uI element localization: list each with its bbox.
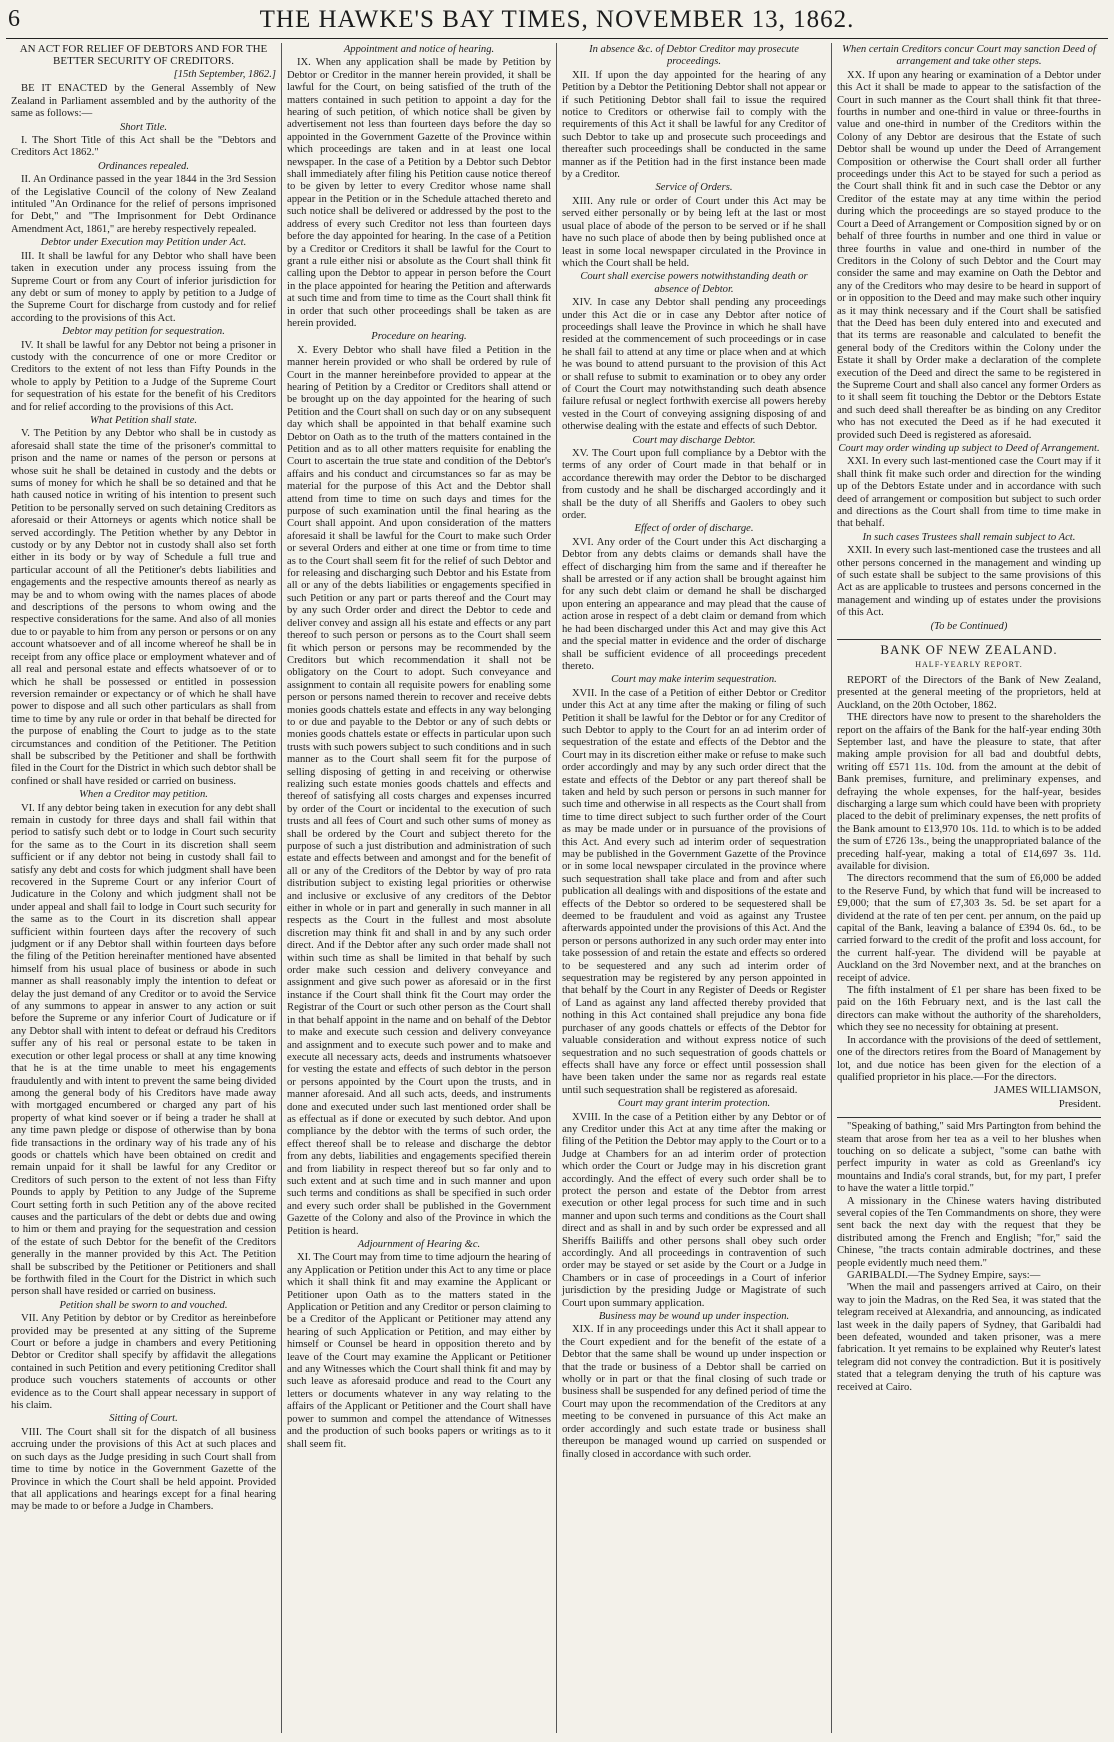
act-section: XIX. If in any proceedings under this Act it shall appear to the Court expedient and for the benefit of the estate of a Debtor that the same shall be wound up under inspection or that the trade or business of a Debtor shall be carried on wholly or in part or that the final closing of such trade or business shall be suspended for any defined period of time the Court may upon the recommendation of the Creditors at any meeting to be convened in pursuance of this Act make an order accordingly and such estate trade or business shall thereupon be managed wound up carried on suspended or finally closed in accordance with such order. <box>562 1324 826 1460</box>
section-heading: Court may make interim sequestration. <box>611 674 777 686</box>
section-heading: In such cases Trustees shall remain subject to Act. <box>862 531 1076 543</box>
section-heading: Appointment and notice of hearing. <box>343 44 495 55</box>
act-title: AN ACT FOR RELIEF OF DEBTORS AND FOR THE BETTER SECURITY OF CREDITORS. <box>19 43 268 67</box>
section-heading: Court may discharge Debtor. <box>632 434 756 446</box>
act-section: IV. It shall be lawful for any Debtor not being a prisoner in custody with the concurrence of one or more Creditor or Creditors to the extent of not less than Fifty Pounds in the whole to apply by Petition to a Judge of the Supreme Court for sequestration of his estate for the benefit of his Creditors and for relief according to the provisions of this Act. <box>11 339 276 413</box>
act-section: XXII. In every such last-mentioned case the trustees and all other persons concerned in the management and winding up of such estate shall be subject to the same provisions of this Act as are applicable to trustees and persons concerned in the management and winding up of estates under the provisions of this Act. <box>837 545 1101 619</box>
act-section: V. The Petition by any Debtor who shall be in custody as aforesaid shall state the time of the prisoner's committal to prison and the name or names of the person or persons at whose suit he shall be detained in custody and the debts or sums of money for which he shall be so detained and that he hath caused notice in writing of his intention to present such Petition to be personally served on such detaining Creditors as aforesaid or their Attorneys or agents which notice shall be served accordingly. The Petition whether by any Debtor in custody or by any Debtor not in custody shall also set forth either in its body or by way of Schedule a full true and particular account of all the Petitioner's debts liabilities and engagements and the respective amounts thereof as nearly as may be and to whom owing with the names places of abode and descriptions of the persons to whom owing and the respective considerations for the same. And also of all monies due to or payable to him from any person or persons or on any account whatsoever and of all income whereof he shall be in receipt from any office place or employment whatever and of all real and personal estate and effects whatsoever of or to which he shall be possessed or entitled in possession reversion remainder or expectancy or of which he shall have power to dispose and all such other particulars as shall from time to time by any rule or order in that behalf be directed for the purpose of enabling the Court to judge as to the state circumstances and condition of the Petitioner. The Petition shall be subscribed by the Petitioner and shall be forthwith filed in the Court for the District in which such debtor shall be confined or shall have resided or carried on business. <box>11 428 276 787</box>
act-section: XIV. In case any Debtor shall pending any proceedings under this Act die or in case any Debtor after notice of proceedings shall leave the Province in which he shall have resided at the commencement of such proceedings or in case he shall fail to attend at any time or place when and at which he was bound to attend pursuant to the provision of this Act or shall refuse to submit to examination or to obey any order of Court the Court may notwithstanding such death absence failure refusal or neglect forthwith exercise all powers hereby vested in the Court of conveying assigning disposing of and otherwise dealing with the estate and effects of such Debtor. <box>562 297 826 433</box>
act-section: III. It shall be lawful for any Debtor who shall have been taken in execution under any process issuing from the Supreme Court or from any Court of inferior jurisdiction for any debt or sum of money to apply by petition to a Judge of the Supreme Court for discharge from custody and for relief according to the provisions of this Act. <box>11 250 276 324</box>
column-2 <box>281 43 556 1733</box>
act-section: VIII. The Court shall sit for the dispatch of all business accruing under the provisions of this Act at such places and on such days as the Judge presiding in such Court shall from time to time by notice in the Government Gazette of the Province in which the Court shall be held appoint. Provided that all applications and hearings except for a final hearing may be made to or before a Judge in Chambers. <box>11 1426 276 1513</box>
anecdote-missionary: A missionary in the Chinese waters having distributed several copies of the Ten Commandments on shore, they were sent back the next day with the request that they be distributed among the French and English; "for," said the Chinese, "the tracts contain admirable doctrines, and these people evidently much need them." <box>837 1195 1101 1269</box>
act-section: VI. If any debtor being taken in execution for any debt shall remain in custody for three days and shall fail within that period to satisfy such debt or to lodge in Court such security for the same as to the Court in its discretion shall seem sufficient or if any debtor not being in custody shall fail to satisfy any debt and costs for which judgment shall have been recovered in the Supreme Court or any inferior Court of Judicature in the Colony and which judgment shall not be under appeal and shall fail to lodge in Court such security for the same as to the Court in its discretion shall appear sufficient within fourteen days after the recovery of such judgment or if any Debtor shall within fourteen days before the filing of the Petition hereinafter mentioned have absented himself from his usual place of business or abode in such manner as shall reasonably imply the intention to defeat or delay the just demand of any Creditor or to avoid the Service of any summons to appear in answer to any action or suit before the Supreme or any inferior Court of Judicature or if any Debtor shall with intent to defeat or defraud his Creditors suffer any of his real or personal estate to be taken in execution or other legal process or shall at any time knowing that he is at the time unable to meet his engagements fraudulently and with intent to prevent the same being divided among the general body of his Creditors have made away with mortgaged encumbered or charged any part of his property of what kind soever or if being a trader he shall at any time pawn pledge or dispose of otherwise than by bona fide transactions in the ordinary way of his trade any of his goods or chattels which have been obtained on credit and remain unpaid for it shall be lawful for any Creditor or Creditors of such person to the extent of not less than Fifty Pounds to apply by Petition to any Judge of the Supreme Court setting forth in such Petition any of the above recited causes and the particulars of the debt or debts due and owing to him or them and praying for the sequestration and cession of the estate of such Debtor for the benefit of the Creditors generally in the manner provided by this Act. The Petition shall be subscribed by the Petitioner or Petitioners and shall be forthwith filed in the Court for the District in which such person shall have resided or carried on business. <box>11 802 276 1298</box>
section-heading: What Petition shall state. <box>89 414 198 426</box>
act-section: XI. The Court may from time to time adjourn the hearing of any Application or Petition under this Act to any time or place which it shall think fit and may examine the Applicant or Petitioner upon Oath as to the matters stated in the Application or Petition and any Creditor or person claiming to be a Creditor of the Applicant or Petitioner may attend any hearing of such Application or Petition, and may either by himself or Counsel be heard in opposition thereto and by leave of the Court may examine the Applicant or Petitioner and any Witnesses which the Court shall think fit and may by such leave as aforesaid produce and read to the Court any letters or documents whatever in any way relating to the affairs of the Applicant or Petitioner and the Court shall have power to summon and compel the attendance of Witnesses and the production of such books papers or writings as to it shall seem fit. <box>287 1252 551 1450</box>
act-section: XVIII. In the case of a Petition either by any Debtor or of any Creditor under this Act at any time after the making or filing of the Petition the Debtor may apply to the Court or to a Judge at Chambers for an ad interim order of protection which order the Court or Judge may in his discretion grant accordingly. And the effect of every such order shall be to protect the person and estate of the Debtor from arrest execution or other legal process for such time and in such manner and upon such terms and conditions as the Court shall direct and as shall in and by such order be expressed and all Sheriffs Bailiffs and other persons shall obey such order accordingly. And all proceedings in contravention of such order may be stayed or set aside by the Court or a Judge in Chambers or in case of proceedings in a Court of inferior jurisdiction by the presiding Judge or Magistrate of such Court upon summary application. <box>562 1111 826 1309</box>
bank-report-paragraph: The directors recommend that the sum of £6,000 be added to the Reserve Fund, by which that fund will be increased to £9,000; that the sum of £7,303 3s. 5d. be set apart for a dividend at the rate of ten per cent. per annum, on the paid up capital of the Bank, leaving a balance of £394 0s. 6d., to be carried forward to the credit of the profit and loss account, for the current half-year. The dividend will be payable at Auckland on the 3rd November next, and at the branches on receipt of advice. <box>837 873 1101 984</box>
section-heading: Adjournment of Hearing &c. <box>357 1239 481 1250</box>
garibaldi-body: 'When the mail and passengers arrived at Cairo, on their way to join the Madras, on the Red Sea, it was stated that the telegram received at Alexandria, and announcing, as indicated last week in the daily papers of Sydney, that Garibaldi had been defeated, wounded and taken prisoner, was a mere fabrication. It yet remains to be explained why Reuter's latest telegram did not convey the contradiction. But it is positively stated that a telegram denying the truth of his capture was received at Cairo. <box>837 1282 1101 1393</box>
bank-report-paragraph: THE directors have now to present to the shareholders the report on the affairs of the Bank for the half-year ending 30th September last, and have the pleasure to state, that after making ample provision for all bad and doubtful debts, writing off £571 11s. 10d. from the amount at the debit of Bank premises, furniture, and preliminary expenses, and defraying the whole expenses, for the half-year, besides discharging a large sum which could have been with propriety placed to the debit of preliminary expenses, the nett profits of the Bank amount to £13,970 10s. 11d. to which is to be added the sum of £726 13s., being the unappropriated balance of the preceding half-year, making a total of £14,697 3s. 11d. available for division. <box>837 712 1101 872</box>
section-heading: Debtor under Execution may Petition under Act. <box>40 237 247 249</box>
section-heading: Court may grant interim protection. <box>617 1098 771 1110</box>
anecdote-partington: "Speaking of bathing," said Mrs Partington from behind the steam that arose from her tea as a veil to her blushes when touching on so delicate a subject, "some can bathe with perfect impurity in water as cold as Greenland's icy mountains and India's coral strands, but, for my part, I prefer to have the water a little torpid." <box>837 1121 1101 1195</box>
section-heading: Debtor may petition for sequestration. <box>62 326 225 338</box>
divider <box>837 1117 1101 1118</box>
bank-report-paragraph: The fifth instalment of £1 per share has been fixed to be paid on the 16th February next, and is the last call the directors can make without the authority of the shareholders, which they see no necessity for obtaining at present. <box>837 985 1101 1034</box>
act-section: XVI. Any order of the Court under this Act discharging a Debtor from any debts claims or demands shall have the effect of discharging him from the same and if thereafter he shall be arrested or if any action shall be brought against him for any such debt claim or demand he shall be discharged upon entering an appearance and may plead that the cause of action arose in respect of a debt claim or demand from which he had been discharged under this Act and may give this Act and the special matter in evidence and the order of discharge shall be sufficient evidence of all proceedings precedent thereto. <box>562 536 826 672</box>
column-1 <box>6 43 281 1733</box>
newspaper-title: THE HAWKE'S BAY TIMES, NOVEMBER 13, 1862. <box>259 6 855 33</box>
section-heading: Court shall exercise powers notwithstanding death or absence of Debtor. <box>580 271 808 295</box>
bank-report-title: BANK OF NEW ZEALAND. <box>880 642 1058 658</box>
act-section: XIII. Any rule or order of Court under this Act may be served either personally or by being left at the last or most usual place of abode of the person to be served or if he shall have no such place of abode then by being published once at least in some local newspaper circulated in the Province in which the Court shall be held. <box>562 195 826 269</box>
masthead <box>6 4 1108 39</box>
section-heading: Petition shall be sworn to and vouched. <box>59 1299 228 1311</box>
act-enacting-clause: BE IT ENACTED by the General Assembly of New Zealand in Parliament assembled and by the authority of the same as follows:— <box>11 83 276 120</box>
act-section: XV. The Court upon full compliance by a Debtor with the terms of any order of Court made in that behalf or in accordance therewith may order the Debtor to be discharged from custody and he shall be discharged accordingly and it shall be the duty of all Sheriffs and Gaolers to obey such order. <box>562 448 826 522</box>
divider <box>837 639 1101 640</box>
act-section: I. The Short Title of this Act shall be the "Debtors and Creditors Act 1862." <box>11 135 276 159</box>
bank-report-paragraph: In accordance with the provisions of the deed of settlement, one of the directors retires from the Board of Management by lot, and due notice has been given for the election of a qualified proprietor in his place.—For the directors. <box>837 1034 1101 1083</box>
section-heading: Ordinances repealed. <box>97 160 189 172</box>
section-heading: Procedure on hearing. <box>371 331 467 343</box>
bank-report-signature: JAMES WILLIAMSON, <box>994 1085 1101 1097</box>
act-section: XXI. In every such last-mentioned case the Court may if it shall think fit make such order and direction for the winding up of the Debtors Estate under and in accordance with such deed of arrangement or composition but subject to such order and directions as the Court shall from time to time make in that behalf. <box>837 456 1101 530</box>
act-section: XVII. In the case of a Petition of either Debtor or Creditor under this Act at any time after the making or filing of such Petition it shall be lawful for the Debtor or for any Creditor of such Debtor to apply to the Court for an ad interim order of sequestration of the estate and effects of the Debtor and the Court may in its discretion either make or refuse to make such order accordingly and may by any such order direct that the estate and effects of the Debtor or any part thereof shall be taken and held by such person or persons in such manner for such time and otherwise in all respects as the Court shall from time to time direct subject to such further order of the Court as may be made under or in pursuance of the provisions of this Act. And every such ad interim order of sequestration may be published in the Government Gazette of the Province or in some local newspaper circulated in the province where such sequestration shall take place and from and after such publication all dealings with and dispositions of the estate and effects of the Debtor so ordered to be sequestered shall be deemed to be fraudulent and void as against any Trustee afterwards appointed under the provisions of this Act. And the person or persons authorized in any such order may enter into take possession of and retain the estate and effects so ordered to be sequestered and any such ad interim order of sequestration may be registered by any person appointed in that behalf by the Court in any Register of Deeds or Register of Land as against any land affected thereby provided that nothing in this Act contained shall prejudice any bona fide purchaser of any goods chattels or effects of the Debtor for valuable consideration and without express notice of such sequestration and no such sequestration of goods chattels or effects shall have any force or effect until possession shall have been taken under the same nor as regards real estate until such sequestration shall be registered as aforesaid. <box>562 687 826 1096</box>
to-be-continued: (To be Continued) <box>930 620 1008 632</box>
act-section: II. An Ordinance passed in the year 1844 in the 3rd Session of the Legislative Council of the colony of New Zealand intituled "An Ordinance for the relief of persons imprisoned for Debt," and "The Imprisonment for Debt Ordinance Amendment Act, 1861," are hereby respectively repealed. <box>11 174 276 235</box>
column-4 <box>831 43 1106 1733</box>
section-heading: Court may order winding up subject to Deed of Arrangement. <box>838 443 1100 454</box>
act-section: XX. If upon any hearing or examination of a Debtor under this Act it shall be made to appear to the satisfaction of the Court in such manner as the Court shall think fit that three-fourths in number and one-third in value or three-fourths in value and one-third in number of the Creditors within the Colony of any Debtor are desirous that the Estate of such Debtor shall be wound up under the Deed of Arrangement Composition or otherwise the Court shall order all further proceedings under this Act to be stayed for such a period as the Court shall think fit and in such case the Debtor or any Creditor of the estate may at any time within the period during which the proceedings are so stayed produce to the Court a Deed of Arrangement or Composition signed by or on behalf of three fourths in number and one third in value or three fourths in value and one-third in number of the Creditors in the Colony of such Debtor and the Court may consider the same and may examine on Oath the Debtor and any of the Creditors who may desire to be heard in support of or in opposition to the Deed and may make such other inquiry as it may think necessary and if the Court shall be satisfied that the Deed has been duly entered into and executed and that its terms are reasonable and calculated to benefit the general body of the Creditors within the Colony under the Estate it shall by Order make a declaration of the complete execution of the Deed and direct the same to be registered in the Supreme Court and shall also cancel any former Orders as to it shall seem fit touching the Debtor or the Debtors Estate and such deed shall thereafter be as binding on any Creditor who has not executed the Deed as if he had executed it provided such Deed is registered as aforesaid. <box>837 69 1101 441</box>
act-section: IX. When any application shall be made by Petition by Debtor or Creditor in the manner herein provided, it shall be lawful for the Court, on being satisfied of the truth of the matters contained in such petition to appoint a day for the hearing of such petition, of which notice shall be given by advertisement not less than fourteen days before the day so appointed in the Government Gazette of the Province within which proceedings are taken and in at least one local newspaper. In the case of a Petition by a Debtor such Debtor shall immediately after filing his Petition cause notice thereof to be given by letter to every Creditor whose name shall appear in the Petition or in the Schedule attached thereto and such notice shall be delivered or addressed by the post to the address of every such Creditor not less than fourteen days before the day appointed for hearing. In the case of a Petition by a Creditor or Creditors it shall be lawful for the Court to grant a rule either nisi or absolute as the Court shall think fit calling upon the Debtor to appear in person before the Court in the place appointed for hearing the Petition and afterwards at such time and from time to time as the Court shall think fit in order that such other proceedings shall be taken as are herein provided. <box>287 57 551 329</box>
columns <box>6 43 1108 1733</box>
section-heading: In absence &c. of Debtor Creditor may prosecute proceedings. <box>589 44 799 68</box>
section-heading: Sitting of Court. <box>109 1413 178 1425</box>
section-heading: Short Title. <box>119 121 168 133</box>
section-heading: Service of Orders. <box>655 182 733 194</box>
garibaldi-lead: GARIBALDI.—The Sydney Empire, says:— <box>847 1270 1041 1281</box>
page-number: 6 <box>8 6 20 32</box>
act-section: XII. If upon the day appointed for the hearing of any Petition by a Debtor the Petitioning Debtor shall not appear or if such Petitioning Debtor shall fail to issue the required notice to Creditors or otherwise fail to comply with the requirements of this Act it shall be lawful for any Creditor of such Debtor to take up and prosecute such proceedings and thereafter such proceedings shall be conducted in the same manner as if the Petition had in the first instance been made by a Creditor. <box>562 69 826 181</box>
act-date: [15th September, 1862.] <box>173 69 276 80</box>
section-heading: Business may be wound up under inspection. <box>598 1311 790 1323</box>
section-heading: When certain Creditors concur Court may sanction Deed of arrangement and take other steps. <box>842 44 1096 68</box>
section-heading: Effect of order of discharge. <box>634 523 754 535</box>
act-section: X. Every Debtor who shall have filed a Petition in the manner herein provided or who shall be ordered by rule of Court in the manner hereinbefore provided to appear at the hearing of Petition by a Creditor or Creditors shall attend or be brought up on the day appointed for the hearing of such Petition and the Court shall on such day or on any subsequent day which shall be appointed in that behalf examine such Debtor on Oath as to the truth of the matters contained in the Petition and as to all other matters requisite for enabling the Court to ascertain the true state and condition of the Debtor's affairs and his conduct and circumstances so far as may be material for the purpose of this Act and the Debtor shall attend from time to time on such days and times for the purpose of such examination until the final hearing as the Court shall appoint. And upon consideration of the matters aforesaid it shall be lawful for the Court to make such Order or several Orders and either at one time or from time to time as to the Court shall seem fit for the relief of such Debtor and for releasing and discharging such Debtor and his Estate from all or any of the debts liabilities or engagements specified in such Petition or any part or parts thereof and the Court may by any such Order order and direct the Debtor to cede and deliver convey and assign all his estate and effects or any part thereof to such person or persons as to the Court shall seem fit which person or persons may be recommended by the Creditors but which recommendation it shall not be obligatory on the Court to adopt. Such conveyance and assignment to contain all requisite powers for enabling some person or persons named therein to recover and receive debts monies goods chattels estate and effects in any way belonging to or due and payable to the Debtor or any of such debts or monies goods chattels estate or effects in particular upon such trusts with such powers subject to such conditions and in such manner as to the Court shall seem fit for the purpose of selling disposing of getting in and receiving or otherwise realizing such estate monies goods chattels and effects and thereof of satisfying all costs charges and expenses incurred by order of the Court or incidental to the execution of such trusts and all fees of Court and such other sums of money as shall be ordered by the Court and subject thereto for the purpose of such a just distribution and administration of such estate and effects between and amongst and for the benefit of all or any of the Creditors of the Debtor by way of pro rata distribution subject to existing legal priorities or otherwise and inclusive or exclusive of any creditors of the Debtor either in whole or in part and generally in such manner in all respects as the Court in the fullest and most absolute discretion may think fit and shall in and by any such order direct. And if the Debtor after any such order made shall not within such time as shall be limited in that behalf by such order make such cession and delivery conveyance and assignment and give such power as aforesaid or in the first instance if the Court shall think fit the Court may order the Registrar of the Court or such other person as the Court shall in that behalf appoint in the name and on behalf of the Debtor to make and execute such cession and delivery conveyance and assignment and to execute such power and to make and execute all necessary acts, deeds and instruments whatsoever for vesting the estate and effects of such debtor in the person or persons appointed by the Court upon the trusts, and in manner aforesaid. And all such acts, deeds, and instruments done and executed under such last mentioned order shall be as effectual as if done or executed by such debtor. And upon compliance by the debtor with the terms of such order, the effect thereof shall be to release and discharge the debtor from any debts, liabilities and engagements specified therein and from liability in respect thereof but so far only and to such extent and at such time and in such manner and upon such terms and conditions as shall be specified in such order and every such order shall be published in the Government Gazette of the Colony and also of the Province in which the Petition is heard. <box>287 344 551 1237</box>
section-heading: When a Creditor may petition. <box>79 789 208 801</box>
bank-report-subtitle: HALF-YEARLY REPORT. <box>915 659 1023 669</box>
act-section: VII. Any Petition by debtor or by Creditor as hereinbefore provided may be presented at any sitting of the Supreme Court or before a judge in chambers and every Petitioning Debtor or Creditor shall specify by affidavit the allegations contained in such Petition and every petitioning Creditor shall produce such vouchers statements of accounts or other evidence as to the Court shall appear necessary in support of his claim. <box>11 1313 276 1412</box>
bank-report-intro: REPORT of the Directors of the Bank of New Zealand, presented at the general meeting of the proprietors, held at Auckland, on the 20th October, 1862. <box>837 674 1101 711</box>
column-3 <box>556 43 831 1733</box>
bank-report-signature-title: President. <box>1058 1098 1101 1110</box>
